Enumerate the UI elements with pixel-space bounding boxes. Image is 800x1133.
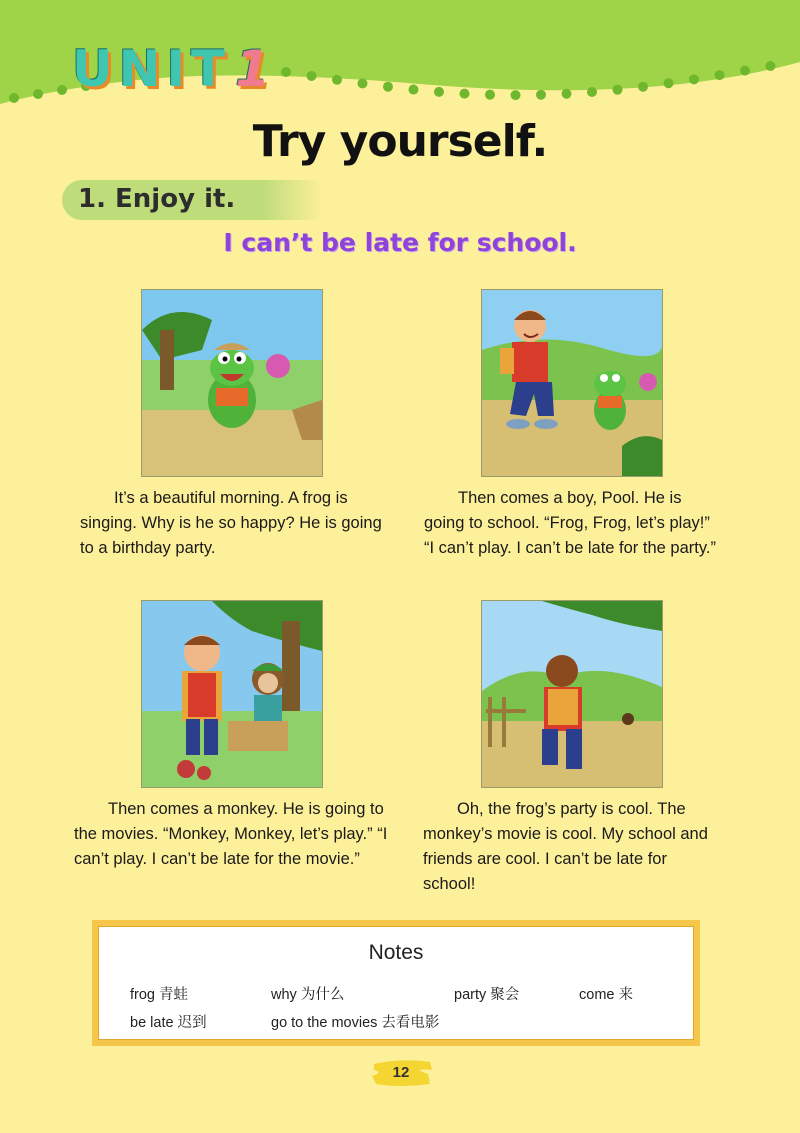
- note-go-to-the-movies: go to the movies 去看电影: [271, 1015, 440, 1031]
- story-paragraph-3-text: Then comes a monkey. He is going to the movies. “Monkey, Monkey, let’s play.” “I can’t play. I can’t be late for the movie.”: [74, 800, 388, 868]
- unit-number: 1: [235, 40, 276, 98]
- decorative-dot: [281, 67, 291, 77]
- decorative-dot: [409, 85, 419, 95]
- boy-and-monkey-illustration: [141, 600, 323, 788]
- decorative-dot: [715, 70, 725, 80]
- story-paragraph-2-text: Then comes a boy, Pool. He is going to school. “Frog, Frog, let’s play!” “I can’t play. I can’t be late for the party.”: [424, 489, 716, 557]
- decorative-dot: [638, 82, 648, 92]
- unit-heading: [72, 40, 276, 98]
- decorative-dot: [307, 71, 317, 81]
- story-paragraph-3: [74, 797, 394, 872]
- story-paragraph-4-text: Oh, the frog’s party is cool. The monkey’s movie is cool. My school and friends are cool. I can’t be late for school!: [423, 800, 708, 893]
- story-paragraph-4: [423, 797, 723, 897]
- notes-box: [92, 920, 700, 1046]
- decorative-dot: [689, 74, 699, 84]
- note-party: party 聚会: [454, 987, 520, 1003]
- decorative-dot: [358, 78, 368, 88]
- page-title: Try yourself.: [252, 116, 548, 167]
- decorative-dot: [587, 87, 597, 97]
- decorative-dot: [613, 85, 623, 95]
- decorative-dot: [562, 89, 572, 99]
- decorative-dot: [434, 87, 444, 97]
- boy-running-illustration: [481, 600, 663, 788]
- section-title: 1. Enjoy it.: [78, 184, 236, 214]
- decorative-dot: [33, 89, 43, 99]
- boy-and-frog-illustration: [481, 289, 663, 477]
- note-come: come 来: [579, 987, 633, 1003]
- frog-singing-illustration: [141, 289, 323, 477]
- note-why: why 为什么: [271, 987, 345, 1003]
- notes-inner-panel: [98, 926, 694, 1040]
- decorative-dot: [9, 93, 19, 103]
- note-frog: frog 青蛙: [130, 987, 189, 1003]
- decorative-dot: [511, 90, 521, 100]
- story-paragraph-2: [424, 486, 724, 561]
- decorative-dot: [485, 90, 495, 100]
- story-paragraph-1: [80, 486, 390, 561]
- page-number: 12: [392, 1064, 410, 1081]
- decorative-dot: [664, 78, 674, 88]
- decorative-dot: [460, 89, 470, 99]
- decorative-dot: [57, 85, 67, 95]
- notes-title: Notes: [368, 941, 424, 964]
- story-paragraph-1-text: It’s a beautiful morning. A frog is singing. Why is he so happy? He is going to a birthday party.: [80, 489, 382, 557]
- decorative-dot: [740, 66, 750, 76]
- decorative-dot: [766, 61, 776, 71]
- story-title: I can’t be late for school.: [223, 228, 577, 257]
- unit-word: UNIT: [72, 40, 232, 98]
- note-be-late: be late 迟到: [130, 1015, 207, 1031]
- decorative-dot: [536, 90, 546, 100]
- decorative-dot: [383, 82, 393, 92]
- decorative-dot: [332, 75, 342, 85]
